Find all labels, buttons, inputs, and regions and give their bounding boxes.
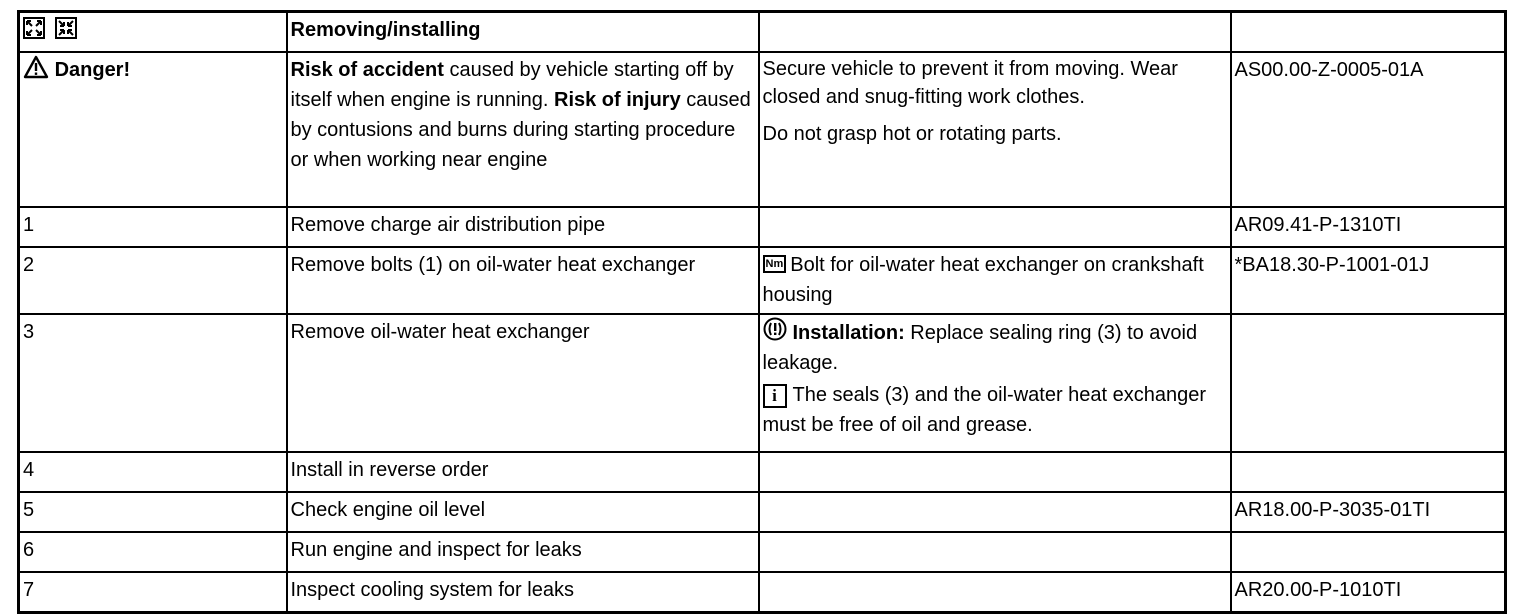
info-text: The seals (3) and the oil-water heat exchanger must be free of oil and grease.	[762, 383, 1207, 436]
danger-row	[19, 52, 1506, 207]
installation-icon	[763, 317, 787, 341]
step-note-cell	[759, 572, 1231, 613]
reference-code: AS00.00-Z-0005-01A	[1231, 52, 1506, 207]
step-text: Run engine and inspect for leaks	[287, 532, 759, 572]
step-text: Check engine oil level	[287, 492, 759, 532]
risk-injury-label: Risk of injury	[554, 88, 681, 111]
torque-note: Bolt for oil-water heat exchanger on crankshaft housing	[762, 253, 1204, 306]
step-note-cell	[759, 452, 1231, 492]
step-text: Inspect cooling system for leaks	[287, 572, 759, 613]
step-number: 5	[19, 492, 287, 532]
reference-code: AR09.41-P-1310TI	[1231, 207, 1506, 247]
step-number: 1	[19, 207, 287, 247]
expand-arrows-icon	[23, 17, 45, 39]
installation-label: Installation:	[792, 321, 905, 344]
danger-label-cell	[19, 52, 287, 207]
step-number: 3	[19, 314, 287, 452]
danger-risk-cell	[287, 52, 759, 207]
header-empty-cell	[759, 12, 1231, 52]
table-row	[19, 492, 1506, 532]
table-row	[19, 572, 1506, 613]
step-note-cell	[759, 207, 1231, 247]
step-text: Remove oil-water heat exchanger	[287, 314, 759, 452]
installation-text: Replace sealing ring (3) to avoid leakage.	[762, 321, 1198, 374]
step-note-cell	[759, 532, 1231, 572]
step-number: 7	[19, 572, 287, 613]
header-icons-cell	[19, 12, 287, 52]
procedure-table	[17, 10, 1507, 614]
table-row	[19, 532, 1506, 572]
safety-measure: Secure vehicle to prevent it from moving. Wear closed and snug-fitting work clothes.	[762, 57, 1178, 108]
risk-injury-text: caused by contusions and burns during starting procedure or when working near engine	[290, 88, 751, 171]
step-number: 6	[19, 532, 287, 572]
step-text: Remove charge air distribution pipe	[287, 207, 759, 247]
table-row	[19, 314, 1506, 452]
warning-triangle-icon	[23, 55, 49, 79]
table-row	[19, 452, 1506, 492]
step-note-cell	[759, 247, 1231, 314]
danger-measure-cell	[759, 52, 1231, 207]
risk-accident-label: Risk of accident	[290, 58, 444, 81]
reference-code: AR20.00-P-1010TI	[1231, 572, 1506, 613]
contract-arrows-icon	[55, 17, 77, 39]
torque-nm-icon: Nm	[763, 255, 787, 273]
reference-code: AR18.00-P-3035-01TI	[1231, 492, 1506, 532]
safety-measure: Do not grasp hot or rotating parts.	[762, 122, 1062, 145]
info-note	[763, 380, 1226, 440]
table-row	[19, 207, 1506, 247]
step-text: Install in reverse order	[287, 452, 759, 492]
reference-code	[1231, 314, 1506, 452]
table-row	[19, 247, 1506, 314]
section-title: Removing/installing	[287, 12, 759, 52]
step-number: 4	[19, 452, 287, 492]
installation-note	[763, 317, 1226, 378]
header-empty-cell	[1231, 12, 1506, 52]
step-note-cell	[759, 492, 1231, 532]
reference-code	[1231, 532, 1506, 572]
risk-accident-text: caused by vehicle starting off by itself when engine is running.	[290, 58, 734, 111]
reference-code: *BA18.30-P-1001-01J	[1231, 247, 1506, 314]
step-number: 2	[19, 247, 287, 314]
danger-label: Danger!	[54, 58, 131, 81]
step-note-cell	[759, 314, 1231, 452]
step-text: Remove bolts (1) on oil-water heat exchanger	[287, 247, 759, 314]
table-header-row	[19, 12, 1506, 52]
reference-code	[1231, 452, 1506, 492]
info-icon: i	[763, 384, 787, 408]
